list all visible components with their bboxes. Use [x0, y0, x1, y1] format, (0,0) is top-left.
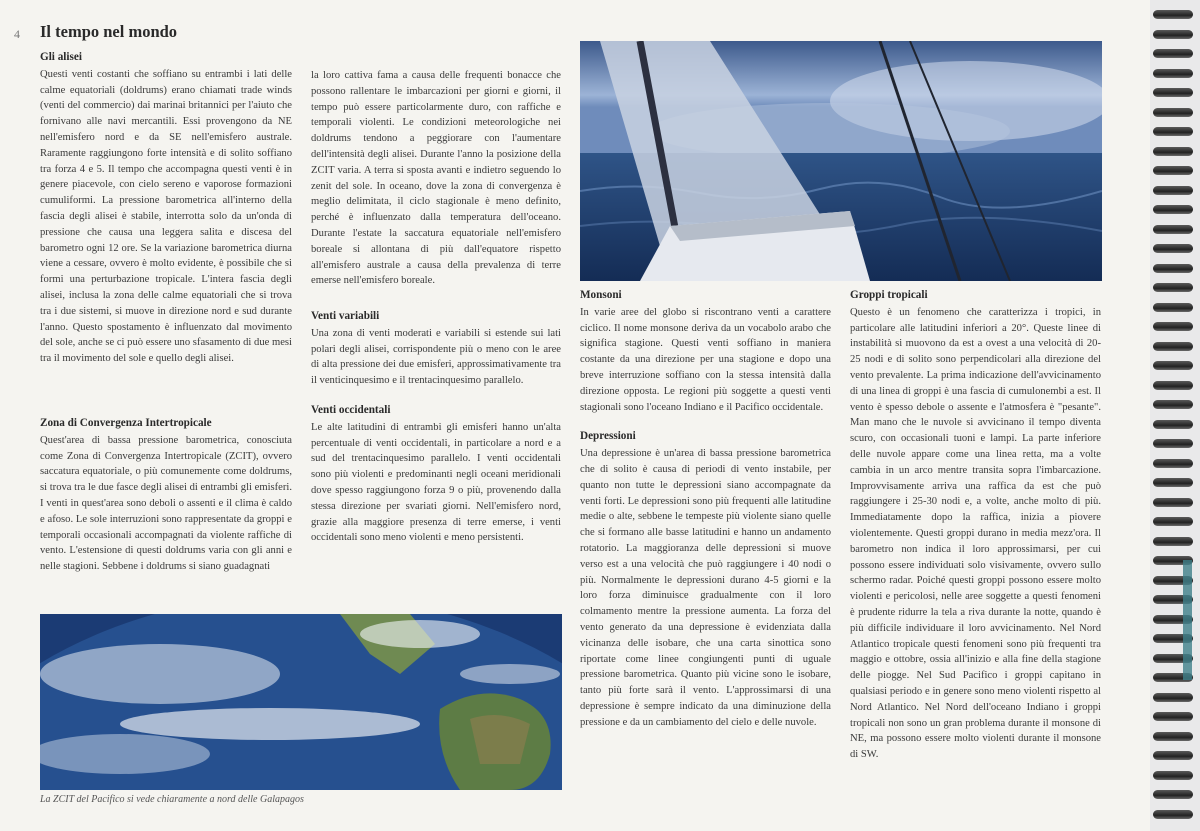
binding-coil [1153, 771, 1193, 780]
binding-coil [1153, 693, 1193, 702]
binding-coil [1153, 10, 1193, 19]
binding-coil [1153, 283, 1193, 292]
binding-coil [1153, 244, 1193, 253]
heading-depressioni: Depressioni [580, 430, 636, 443]
sailboat-illustration [580, 41, 1102, 281]
sailboat-photo [580, 41, 1102, 281]
text-venti-occidentali: Le alte latitudini di entrambi gli emisferi hanno un'alta percentuale di venti occidentali, in particolare a nord e a sud del trentacinquesimo parallelo. I venti occidentali sono più violenti e predominanti negli oceani meridionali dove spesso raggiungono forza 9 o più, provenendo dalla stessa direzione per svariati giorni. Nell'emisfero nord, grazie alla maggiore presenza di terre emerse, i venti occidentali sono meno violenti e meno persistenti. [311, 421, 561, 544]
binding-coil [1153, 790, 1193, 799]
binding-coil [1153, 127, 1193, 136]
binding-coil [1153, 49, 1193, 58]
text-alisei: Questi venti costanti che soffiano su entrambi i lati delle calme equatoriali (doldrums) erano chiamati trade winds (venti del commercio) dai marinai britannici per l'aiuto che fornivano alle navi mercantili. Essi provengono da NE nell'emisfero nord e da SE nell'emisfero australe. Raramente raggiungono forte intensità e di solito soffiano tra forza 4 e 5. Il tempo che accompagna questi venti è in genere piacevole, con cielo sereno e vaporose formazioni cumuliformi. La pressione barometrica all'interno della fascia degli alisei è stabile, interrotta solo da un'onda di pressione che causa una leggera salita e discesa del barometro ogni 12 ore. Se la variazione barometrica diurna viene a cessare, ovvero è molto evidente, è possibile che si formi una perturbazione tropicale. L'intera fascia degli alisei, inclusa la zona delle calme equatoriali che si trova tra i due sistemi, si muove in direzione nord e sud durante l'anno. Questo spostamento è influenzato dal movimento del sole, anche se ci può essere uno sfasamento di due mesi tra il movimento del sole e quello degli alisei. [40, 68, 292, 365]
heading-groppi-tropicali: Groppi tropicali [850, 289, 928, 301]
binding-coil [1153, 30, 1193, 39]
heading-monsoni: Monsoni [580, 289, 622, 301]
binding-coil [1153, 459, 1193, 468]
binding-coil [1153, 537, 1193, 546]
text-zcit-continued: la loro cattiva fama a causa delle frequenti bonacce che possono rallentare le imbarcazioni per giorni e giorni, il tempo può essere particolarmente duro, con raffiche e temporali violenti. Le condizioni meteorologiche nei doldrums tendono a peggiorare con l'aumentare dell'intensità degli alisei. Durante l'anno la posizione della ZCIT varia. A terra si sposta avanti e indietro seguendo lo zenit del sole. In oceano, dove la zona di convergenza è meglio delimitata, il ciclo stagionale è meno definito, perché è influenzato dalla temperatura dell'oceano. Durante l'estate la saccatura equatoriale nell'emisfero boreale si allontana di più dall'equatore rispetto all'emisfero australe a causa della prevalenza di terre emerse nell'emisfero boreale. [311, 70, 561, 287]
binding-coil [1153, 147, 1193, 156]
earth-satellite-illustration [40, 614, 562, 790]
binding-coil [1153, 381, 1193, 390]
column-2-lower [311, 309, 561, 546]
text-venti-variabili: Una zona di venti moderati e variabili si estende sui lati polari degli alisei, corrispondente più o meno con le aree di alta pressione dei due emisferi, approssimativamente tra il venticinquesimo e il trentacinquesimo parallelo. [311, 327, 561, 387]
binding-coil [1153, 264, 1193, 273]
text-depressioni: Una depressione è un'area di bassa pressione barometrica che di solito è causa di periodi di vento instabile, per quanto non tutte le depressioni siano accompagnate da venti forti. Le depressioni sono più frequenti alle latitudine medie o alte, sebbene le tempeste più violente siano quelle che si formano alle basse latitudini e hanno un andamento rotatorio. La maggioranza delle depressioni si muove verso est a una velocità che può raggiungere i 40 nodi o più. Normalmente le depressioni durano 4-5 giorni e la loro forza diminuisce gradualmente con il loro colmamento mentre la pressione aumenta. La forza del vento generato da una depressione è evidenziata dalla vicinanza delle isobare, che una carta sinottica sono riportate come linee congiungenti punti di uguale pressione barometrica. Quanto più vicine sono le isobare, tanto più forte sarà il vento. L'approssimarsi di una depressione è sempre indicato da una diminuzione della pressione e da un cambiamento del cielo e delle nuvole. [580, 448, 831, 728]
column-3 [580, 288, 831, 731]
binding-coil [1153, 517, 1193, 526]
heading-venti-occidentali: Venti occidentali [311, 403, 391, 416]
binding-coil [1153, 478, 1193, 487]
binding-coil [1153, 166, 1193, 175]
binding-coil [1153, 69, 1193, 78]
text-monsoni: In varie aree del globo si riscontrano venti a carattere ciclico. Il nome monsone deriva da un vocabolo arabo che significa stagione. Questi venti soffiano in maniera costante da una direzione per una stagione e dopo una breve interruzione soffiano con la stessa intensità dalla direzione opposta. Le regioni più soggette a questi venti stagionali sono l'oceano Indiano e il Pacifico occidentale. [580, 306, 831, 413]
binding-coil [1153, 342, 1193, 351]
binding-coil [1153, 420, 1193, 429]
satellite-earth-photo [40, 614, 562, 790]
text-zcit: Quest'area di bassa pressione barometrica, conosciuta come Zona di Convergenza Intertropicale (ZCIT), ovvero saccatura equatoriale, o più comunemente come doldrums, si trova tra le due fasce degli alisei di entrambi gli emisferi. I venti in quest'area sono deboli o assenti e il clima è caldo e afoso. Le sole interruzioni sono rappresentate da groppi e temporali occasionali accompagnati da violente raffiche di vento. L'estensione di questi doldrums varia con gli anni e nelle stagioni. Sebbene i doldrums si siano guadagnati [40, 434, 292, 573]
page-edge-tab [1183, 560, 1192, 680]
heading-alisei: Gli alisei [40, 51, 82, 63]
binding-coil [1153, 322, 1193, 331]
binding-coil [1153, 108, 1193, 117]
binding-coil [1153, 186, 1193, 195]
heading-zcit: Zona di Convergenza Intertropicale [40, 417, 212, 429]
column-1 [40, 50, 292, 367]
binding-coil [1153, 88, 1193, 97]
page-title: Il tempo nel mondo [40, 22, 178, 41]
binding-coil [1153, 712, 1193, 721]
binding-coil [1153, 439, 1193, 448]
binding-coil [1153, 303, 1193, 312]
binding-coil [1153, 751, 1193, 760]
binding-coil [1153, 400, 1193, 409]
spiral-binding [1150, 0, 1200, 831]
column-4 [850, 288, 1101, 763]
text-groppi-tropicali: Questo è un fenomeno che caratterizza i tropici, in particolare alle latitudini inferiori a 20°. Queste linee di instabilità si muovono da est a ovest a una velocità di 20-25 nodi e di solito sono perpendicolari alla direzione del vento prevalente. La prima indicazione dell'avvicinamento di una linea di groppi è una fascia di cumulonembi a est. Il vento è spesso debole o assente e l'atmosfera è "pesante". Man mano che le nuvole si avvicinano il tempo diventa scuro, con occasionali tuoni e lampi. La parte inferiore delle nuvole appare come una linea retta, ma a volte cambia in un arco mentre transita sopra l'imbarcazione. Improvvisamente arriva una raffica da est che può raggiungere i 25-30 nodi e, a volte, anche molto di più. Immediatamente dopo la raffica, inizia a piovere violentemente. Questi groppi durano in media mezz'ora. Il barometro non indica il loro approssimarsi, per cui possono essere individuati solo visivamente, ovvero sullo schermo radar. Poiché questi groppi possono essere molto violenti e pericolosi, nelle aree soggette a questi fenomeni è prudente ridurre la tela a riva durante la notte, quando è più difficile individuare il loro avvicinamento. Nel Nord Atlantico tropicale questi fenomeni sono più frequenti tra maggio e ottobre, ossia all'inizio e alla fine della stagione delle piogge. Nel Sud Pacifico i groppi capitano in qualsiasi periodo e in genere sono meno violenti rispetto al Nord Atlantico. Nel Nord dell'oceano Indiano i groppi tropicali non sono un gran problema durante il monsone di NE, ma possono essere molto violenti durante il monsone di SW. [850, 306, 1101, 761]
column-2 [311, 68, 561, 289]
binding-coil [1153, 225, 1193, 234]
page-number: 4 [14, 27, 20, 41]
binding-coil [1153, 732, 1193, 741]
binding-coil [1153, 498, 1193, 507]
column-1-lower [40, 416, 292, 575]
photo-caption: La ZCIT del Pacifico si vede chiaramente a nord delle Galapagos [40, 794, 304, 805]
heading-venti-variabili: Venti variabili [311, 310, 380, 322]
binding-coil [1153, 810, 1193, 819]
binding-coil [1153, 205, 1193, 214]
binding-coil [1153, 361, 1193, 370]
